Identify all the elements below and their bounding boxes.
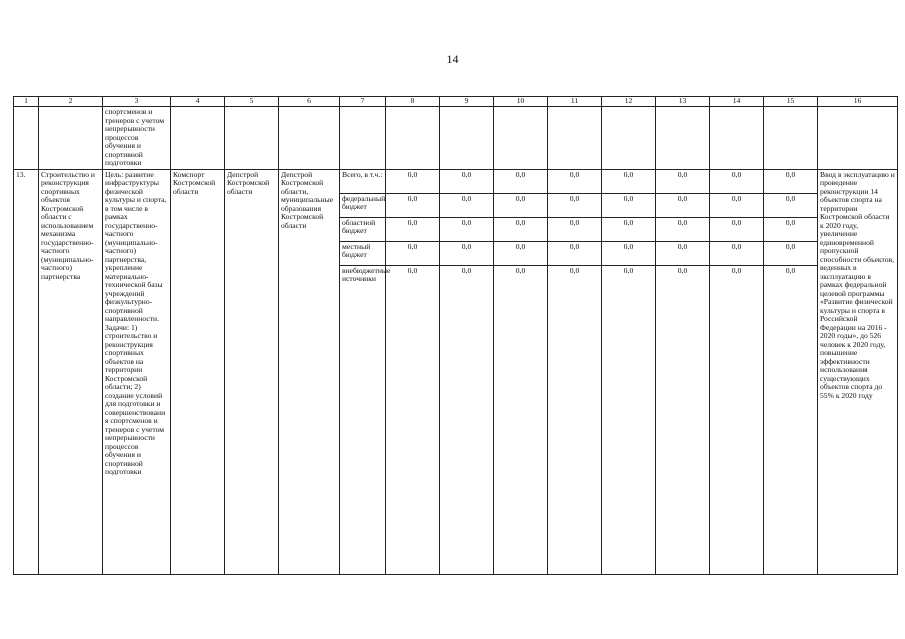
value-cell: 0,0 bbox=[386, 265, 440, 574]
row-number: 13. bbox=[14, 169, 39, 574]
header-cell: 2 bbox=[39, 97, 103, 107]
header-cell: 1 bbox=[14, 97, 39, 107]
value-cell: 0,0 bbox=[548, 217, 602, 241]
program-activities-table bbox=[13, 96, 898, 575]
value-cell: 0,0 bbox=[386, 169, 440, 193]
funding-source: внебюджетные источники bbox=[340, 265, 386, 574]
value-cell: 0,0 bbox=[440, 265, 494, 574]
page-number: 14 bbox=[446, 52, 459, 66]
value-cell: 0,0 bbox=[710, 241, 764, 265]
value-cell: 0,0 bbox=[386, 241, 440, 265]
header-cell: 9 bbox=[440, 97, 494, 107]
activity-goals: Цель: развитие инфраструктуры физической культуры и спорта, в том числе в рамках государственно-частного (муниципально-частного) партнерства, укрепление материально-технической базы учреждений физкультурно-спортивной направленности. Задачи: 1) строительство и реконструкция спортивных объектов на территории Костромской области; 2) создание условий для подготовки и совершенствования спортсменов и тренеров с учетом непрерывности процессов обучения и спортивной подготовки bbox=[103, 169, 171, 574]
table-row bbox=[14, 169, 898, 193]
value-cell: 0,0 bbox=[656, 241, 710, 265]
value-cell: 0,0 bbox=[764, 217, 818, 241]
value-cell: 0,0 bbox=[440, 193, 494, 217]
value-cell: 0,0 bbox=[548, 265, 602, 574]
value-cell: 0,0 bbox=[440, 241, 494, 265]
value-cell: 0,0 bbox=[656, 265, 710, 574]
responsible-executor: Комспорт Костромской области bbox=[171, 169, 225, 574]
funding-source: областной бюджет bbox=[340, 217, 386, 241]
value-cell: 0,0 bbox=[602, 217, 656, 241]
funding-source: федеральный бюджет bbox=[340, 193, 386, 217]
funding-source: Всего, в т.ч.: bbox=[340, 169, 386, 193]
header-cell: 3 bbox=[103, 97, 171, 107]
value-cell: 0,0 bbox=[548, 169, 602, 193]
header-cell: 7 bbox=[340, 97, 386, 107]
value-cell: 0,0 bbox=[656, 193, 710, 217]
value-cell: 0,0 bbox=[602, 265, 656, 574]
header-cell: 4 bbox=[171, 97, 225, 107]
header-cell: 15 bbox=[764, 97, 818, 107]
value-cell: 0,0 bbox=[548, 193, 602, 217]
header-cell: 11 bbox=[548, 97, 602, 107]
value-cell: 0,0 bbox=[386, 217, 440, 241]
value-cell: 0,0 bbox=[548, 241, 602, 265]
activity-name: Строительство и реконструкция спортивных объектов Костромской области с использованием механизма государственно-частного (муниципально-частного) партнерства bbox=[39, 169, 103, 574]
continuation-goals-text: спортсменов и тренеров с учетом непрерывности процессов обучения и спортивной подготовки bbox=[103, 107, 171, 170]
header-cell: 13 bbox=[656, 97, 710, 107]
co-executor: Депстрой Костромской области bbox=[225, 169, 279, 574]
value-cell: 0,0 bbox=[440, 169, 494, 193]
value-cell: 0,0 bbox=[602, 241, 656, 265]
funding-source: местный бюджет bbox=[340, 241, 386, 265]
participants: Депстрой Костромской области, муниципальные образования Костромской области bbox=[279, 169, 340, 574]
value-cell: 0,0 bbox=[710, 265, 764, 574]
value-cell: 0,0 bbox=[494, 265, 548, 574]
value-cell: 0,0 bbox=[494, 217, 548, 241]
value-cell: 0,0 bbox=[602, 169, 656, 193]
column-number-row bbox=[14, 97, 898, 107]
continuation-row bbox=[14, 107, 898, 170]
value-cell: 0,0 bbox=[494, 241, 548, 265]
value-cell: 0,0 bbox=[494, 169, 548, 193]
value-cell: 0,0 bbox=[440, 217, 494, 241]
header-cell: 16 bbox=[818, 97, 898, 107]
header-cell: 6 bbox=[279, 97, 340, 107]
value-cell: 0,0 bbox=[764, 169, 818, 193]
value-cell: 0,0 bbox=[494, 193, 548, 217]
value-cell: 0,0 bbox=[764, 265, 818, 574]
value-cell: 0,0 bbox=[710, 193, 764, 217]
header-cell: 10 bbox=[494, 97, 548, 107]
value-cell: 0,0 bbox=[656, 217, 710, 241]
value-cell: 0,0 bbox=[386, 193, 440, 217]
value-cell: 0,0 bbox=[656, 169, 710, 193]
expected-results: Ввод в эксплуатацию и проведение реконструкции 14 объектов спорта на территории Костромской области к 2020 году, увеличение единовременной пропускной способности объектов, веденных в эксплуатацию в рамках федеральной целевой программы «Развитие физической культуры и спорта в Российской Федерации на 2016 - 2020 годы», до 526 человек к 2020 году, повышение эффективности использования существующих объектов спорта до 55% к 2020 году bbox=[818, 169, 898, 574]
header-cell: 5 bbox=[225, 97, 279, 107]
value-cell: 0,0 bbox=[764, 193, 818, 217]
value-cell: 0,0 bbox=[710, 169, 764, 193]
header-cell: 14 bbox=[710, 97, 764, 107]
value-cell: 0,0 bbox=[602, 193, 656, 217]
header-cell: 12 bbox=[602, 97, 656, 107]
value-cell: 0,0 bbox=[764, 241, 818, 265]
value-cell: 0,0 bbox=[710, 217, 764, 241]
header-cell: 8 bbox=[386, 97, 440, 107]
